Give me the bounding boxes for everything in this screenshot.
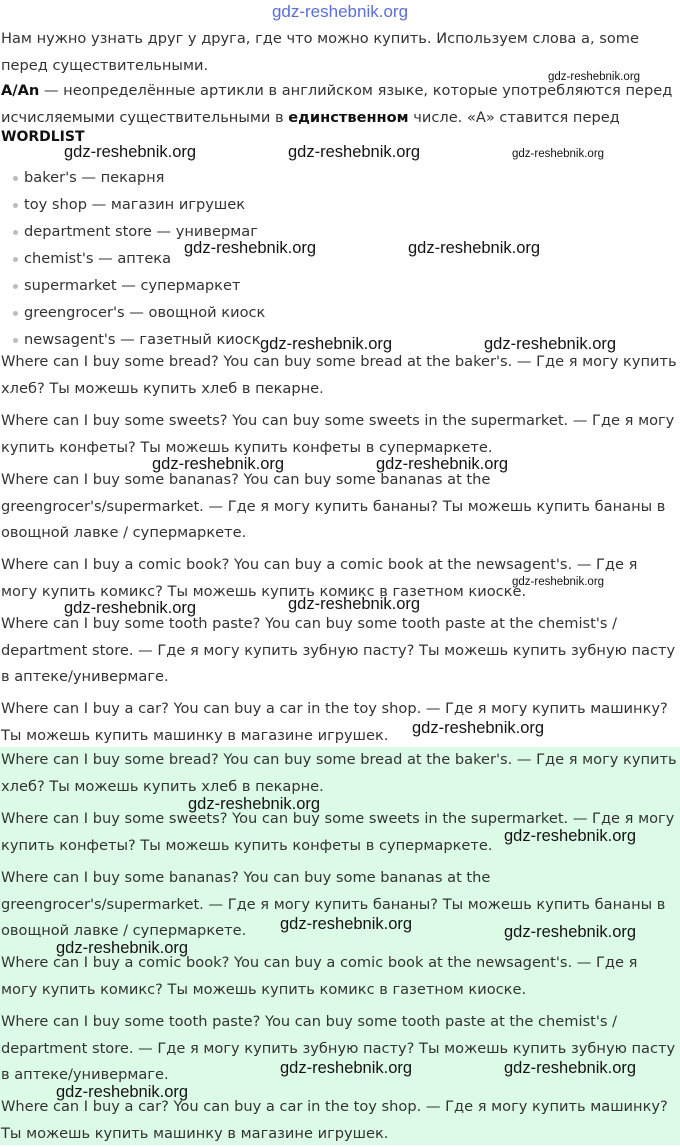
articles-text-before: — неопределённые артикли в английском языке, которые употребляются перед исчисляемыми существительными в [1,82,673,126]
watermark: gdz-reshebnik.org [64,599,197,617]
watermark: gdz-reshebnik.org [512,576,605,588]
watermark: gdz-reshebnik.org [188,795,321,813]
highlighted-answer-paragraph: Where can I buy some bananas? You can buy some bananas at the greengrocer's/supermarket. — Где я могу купить бананы? Ты можешь купить бананы в овощной лавке / супермаркете. [1,869,666,939]
watermark: gdz-reshebnik.org [504,827,637,845]
watermark: gdz-reshebnik.org [64,143,197,161]
bullet-icon [13,338,18,343]
watermark: gdz-reshebnik.org [260,335,393,353]
wordlist-item: chemist's — аптека [0,245,265,272]
watermark: gdz-reshebnik.org [504,923,637,941]
site-title[interactable]: gdz-reshebnik.org [271,2,409,21]
watermark: gdz-reshebnik.org [280,1059,413,1077]
watermark: gdz-reshebnik.org [548,71,641,83]
bullet-icon [13,284,18,289]
watermark: gdz-reshebnik.org [288,143,421,161]
answer-paragraph: Where can I buy some tooth paste? You can buy some tooth paste at the chemist's / department store. — Где я могу купить зубную пасту? Ты можешь купить зубную пасту в аптеке/универмаге. [1,615,676,685]
wordlist-item: supermarket — супермаркет [0,272,265,299]
wordlist-item: toy shop — магазин игрушек [0,191,265,218]
watermark: gdz-reshebnik.org [484,335,617,353]
wordlist-title: WORDLIST [1,129,85,145]
watermark: gdz-reshebnik.org [280,915,413,933]
watermark: gdz-reshebnik.org [288,595,421,613]
bullet-icon [13,176,18,181]
highlighted-answer-paragraph: Where can I buy a car? You can buy a car in the toy shop. — Где я могу купить машинку? Ты можешь купить машинку в магазине игрушек. [1,1098,668,1142]
wordlist-item: greengrocer's — овощной киоск [0,299,265,326]
watermark: gdz-reshebnik.org [56,1083,189,1101]
watermark: gdz-reshebnik.org [376,455,509,473]
intro-text: Нам нужно узнать друг у друга, где что можно купить. Используем слова a, some перед существительными. [1,30,639,74]
bullet-icon [13,257,18,262]
answer-paragraph: Where can I buy some bananas? You can buy some bananas at the greengrocer's/supermarket. — Где я могу купить бананы? Ты можешь купить бананы в овощной лавке / супермаркете. [1,471,666,541]
highlighted-answer-paragraph: Where can I buy some bread? You can buy some bread at the baker's. — Где я могу купить хлеб? Ты можешь купить хлеб в пекарне. [1,751,677,795]
answer-paragraph: Where can I buy a comic book? You can buy a comic book at the newsagent's. — Где я могу купить комикс? Ты можешь купить комикс в газетном киоске. [1,556,638,600]
watermark: gdz-reshebnik.org [408,239,541,257]
answer-paragraph: Where can I buy a car? You can buy a car in the toy shop. — Где я могу купить машинку? Ты можешь купить машинку в магазине игрушек. [1,700,668,744]
answer-paragraph: Where can I buy some bread? You can buy some bread at the baker's. — Где я могу купить хлеб? Ты можешь купить хлеб в пекарне. [1,353,677,397]
watermark: gdz-reshebnik.org [184,239,317,257]
watermark: gdz-reshebnik.org [504,1059,637,1077]
articles-paragraph [1,78,677,131]
bullet-icon [13,203,18,208]
articles-text-after: числе. «A» ставится перед [408,108,620,126]
answer-paragraph: Where can I buy some sweets? You can buy some sweets in the supermarket. — Где я могу купить конфеты? Ты можешь купить конфеты в супермаркете. [1,412,675,456]
bullet-icon [13,311,18,316]
highlighted-answer-paragraph: Where can I buy some sweets? You can buy some sweets in the supermarket. — Где я могу купить конфеты? Ты можешь купить конфеты в супермаркете. [1,810,675,854]
highlighted-answer-paragraph: Where can I buy some tooth paste? You can buy some tooth paste at the chemist's / department store. — Где я могу купить зубную пасту? Ты можешь купить зубную пасту в аптеке/универмаге. [1,1013,676,1083]
watermark: gdz-reshebnik.org [512,148,605,160]
wordlist [0,164,265,353]
wordlist-item: department store — универмаг [0,218,265,245]
wordlist-item: baker's — пекарня [0,164,265,191]
articles-emphasis: единственном [288,108,409,126]
watermark: gdz-reshebnik.org [412,719,545,737]
watermark: gdz-reshebnik.org [56,939,189,957]
articles-term: A/An [1,82,40,99]
wordlist-item: newsagent's — газетный киоск [0,326,265,353]
watermark: gdz-reshebnik.org [152,455,285,473]
bullet-icon [13,230,18,235]
highlighted-answer-paragraph: Where can I buy a comic book? You can buy a comic book at the newsagent's. — Где я могу купить комикс? Ты можешь купить комикс в газетном киоске. [1,954,638,998]
